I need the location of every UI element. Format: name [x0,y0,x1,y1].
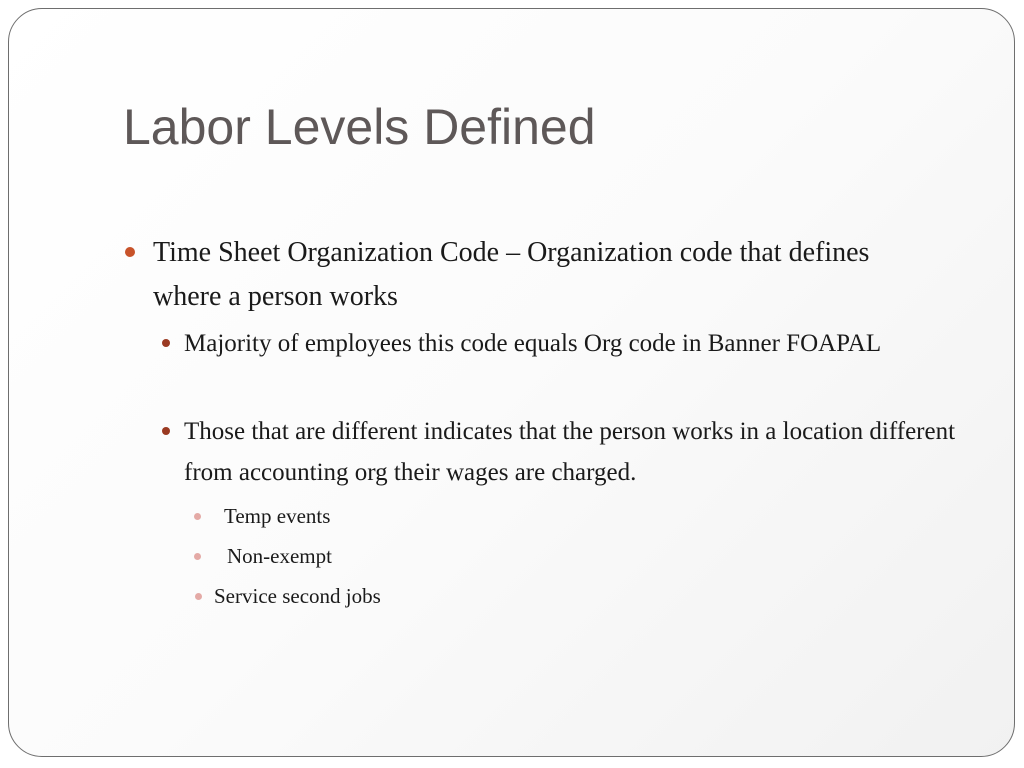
bullet-text: Time Sheet Organization Code – Organization code that defines where a person works [153,237,870,312]
sub-bullet-majority [184,323,974,364]
bullet-dot-icon [125,247,135,257]
bullet-dot-icon [195,593,202,600]
slide-title: Labor Levels Defined [123,99,596,155]
sub-sub-bullet-text: Temp events [224,504,331,528]
sub-bullet-different [184,411,974,493]
sub-sub-bullet-text: Service second jobs [214,584,381,608]
sub-bullet-text: Those that are different indicates that the person works in a location different from accounting org their wages are charged. [184,418,956,486]
sub-sub-bullet-service-second-jobs [214,581,381,611]
sub-bullet-text: Majority of employees this code equals Org code in Banner FOAPAL [184,330,882,357]
bullet-timesheet-org-code [153,231,943,319]
sub-sub-bullet-non-exempt [227,541,332,571]
sub-sub-bullet-text: Non-exempt [227,544,332,568]
bullet-dot-icon [162,339,170,347]
bullet-dot-icon [194,553,201,560]
slide-frame [8,8,1015,757]
sub-sub-bullet-temp-events [224,501,330,531]
bullet-dot-icon [194,513,201,520]
bullet-dot-icon [162,427,170,435]
